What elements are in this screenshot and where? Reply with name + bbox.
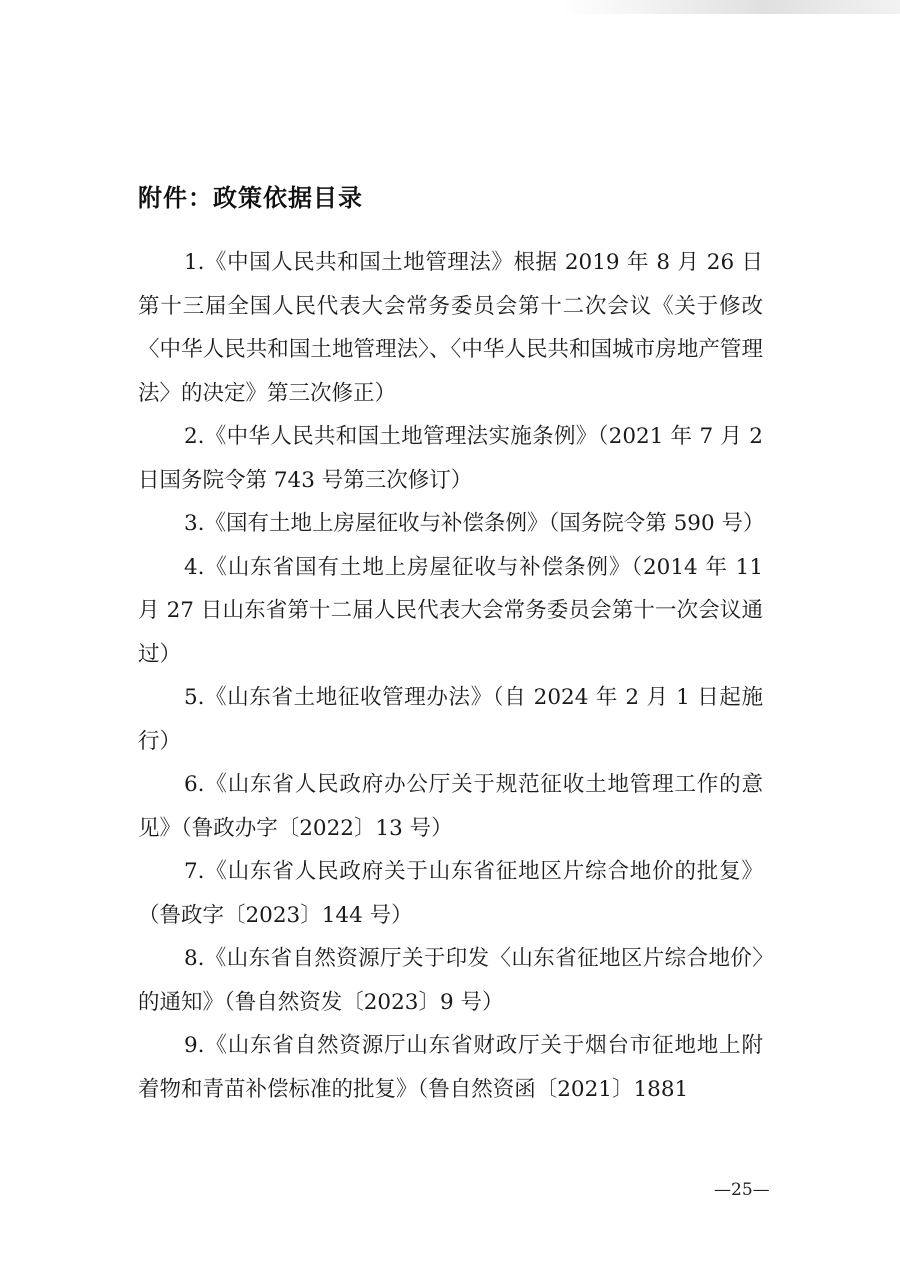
list-item: 7.《山东省人民政府关于山东省征地区片综合地价的批复》（鲁政字〔2023〕144 号） [138,859,763,928]
scan-artifact [560,0,900,14]
page-number: —25— [714,1180,770,1200]
list-item: 1.《中国人民共和国土地管理法》根据 2019 年 8 月 26 日第十三届全国人民代表大会常务委员会第十二次会议《关于修改〈中华人民共和国土地管理法〉、〈中华人民共和国城市房地产管理法〉的决定》第三次修正） [138,250,763,406]
list-item: 2.《中华人民共和国土地管理法实施条例》（2021 年 7 月 2 日国务院令第 743 号第三次修订） [138,424,763,493]
list-item: 6.《山东省人民政府办公厅关于规范征收土地管理工作的意见》（鲁政办字〔2022〕13 号） [138,772,763,841]
list-item: 9.《山东省自然资源厅山东省财政厅关于烟台市征地地上附着物和青苗补偿标准的批复》（鲁自然资函〔2021〕1881 [138,1033,763,1102]
policy-basis-list [138,241,763,1111]
list-item: 4.《山东省国有土地上房屋征收与补偿条例》（2014 年 11 月 27 日山东省第十二届人民代表大会常务委员会第十一次会议通过） [138,554,763,667]
list-item: 3.《国有土地上房屋征收与补偿条例》（国务院令第 590 号） [184,511,765,536]
list-item: 5.《山东省土地征收管理办法》（自 2024 年 2 月 1 日起施行） [138,685,763,754]
list-item: 8.《山东省自然资源厅关于印发〈山东省征地区片综合地价〉的通知》（鲁自然资发〔2023〕9 号） [138,946,763,1015]
page-title: 附件：政策依据目录 [138,184,363,212]
